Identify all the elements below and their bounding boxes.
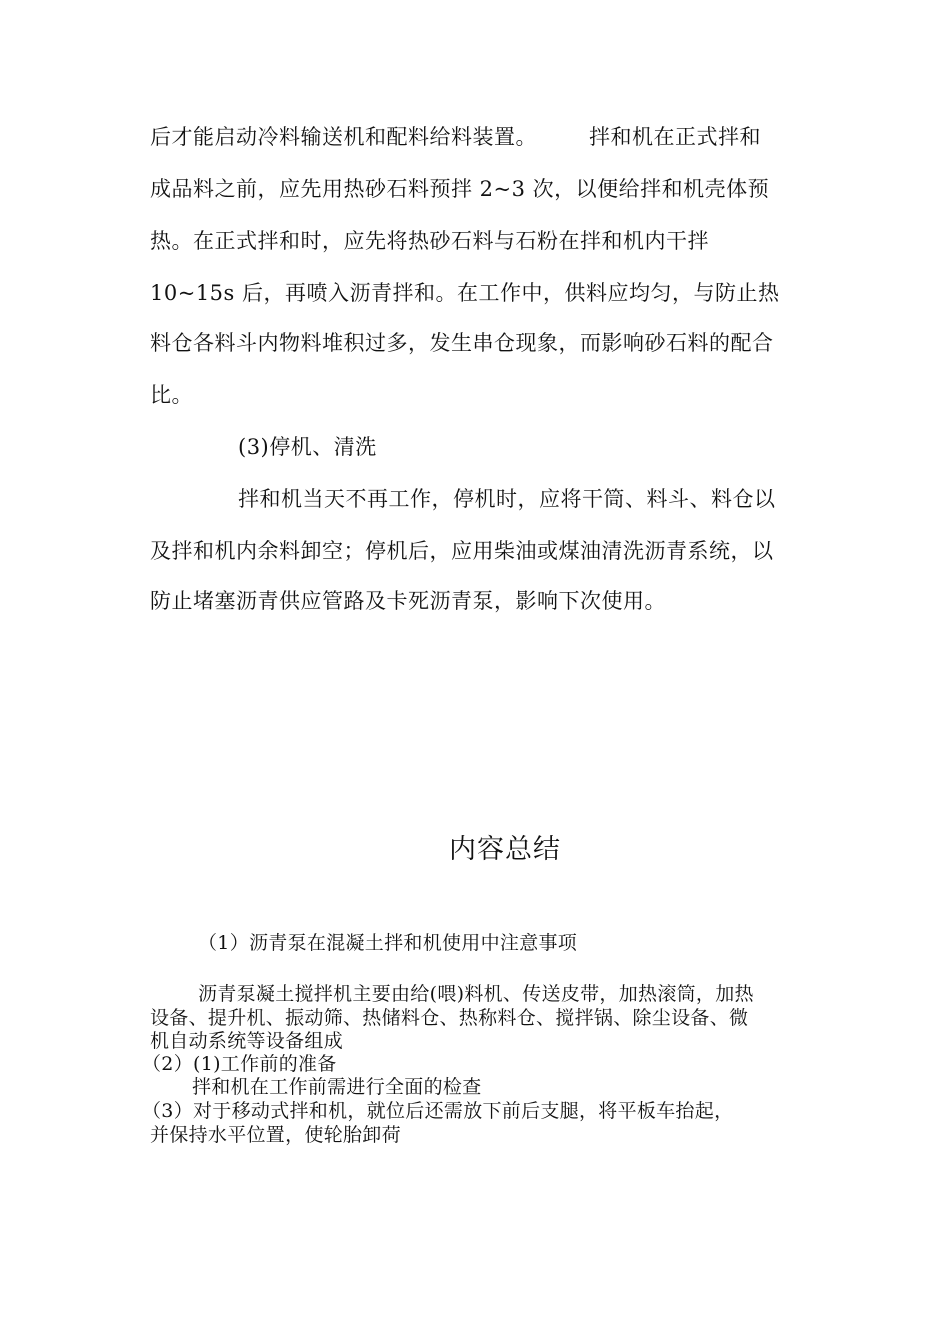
summary-title: 内容总结 <box>449 834 561 865</box>
body-line-6: 比。 <box>150 383 193 407</box>
summary-item-1-desc-line-1: 沥青泵凝土搅拌机主要由给(喂)料机、传送皮带，加热滚筒，加热 <box>198 983 754 1005</box>
summary-item-1: （1）沥青泵在混凝土拌和机使用中注意事项 <box>198 932 578 954</box>
body-line-4: 10~15s 后，再喷入沥青拌和。在工作中，供料应均匀，与防止热 <box>150 281 780 305</box>
body-line-3: 热。在正式拌和时，应先将热砂石料与石粉在拌和机内干拌 <box>150 229 709 253</box>
summary-item-2: （2）(1)工作前的准备 <box>142 1053 337 1075</box>
section-heading-stop-clean: (3)停机、清洗 <box>238 435 377 459</box>
para3-line-3: 防止堵塞沥青供应管路及卡死沥青泵，影响下次使用。 <box>150 589 666 613</box>
para3-line-2: 及拌和机内余料卸空；停机后，应用柴油或煤油清洗沥青系统，以 <box>150 539 774 563</box>
summary-item-1-desc-line-3: 机自动系统等设备组成 <box>150 1030 344 1052</box>
summary-item-2-desc: 拌和机在工作前需进行全面的检查 <box>192 1076 482 1098</box>
body-line-2: 成品料之前，应先用热砂石料预拌 2~3 次，以便给拌和机壳体预 <box>150 177 770 201</box>
body-line-1 <box>150 124 761 150</box>
body-line-1-part-b: 拌和机在正式拌和 <box>589 125 761 149</box>
para3-line-1: 拌和机当天不再工作，停机时，应将干筒、料斗、料仓以 <box>238 487 776 511</box>
summary-item-3-line-1: （3）对于移动式拌和机，就位后还需放下前后支腿，将平板车抬起， <box>142 1100 734 1122</box>
summary-item-3-line-2: 并保持水平位置，使轮胎卸荷 <box>150 1124 401 1146</box>
body-line-5: 料仓各料斗内物料堆积过多，发生串仓现象，而影响砂石料的配合 <box>150 331 774 355</box>
summary-item-1-desc-line-2: 设备、提升机、振动筛、热储料仓、热称料仓、搅拌锅、除尘设备、微 <box>150 1007 749 1029</box>
body-line-1-part-a: 后才能启动冷料输送机和配料给料装置。 <box>150 125 537 149</box>
